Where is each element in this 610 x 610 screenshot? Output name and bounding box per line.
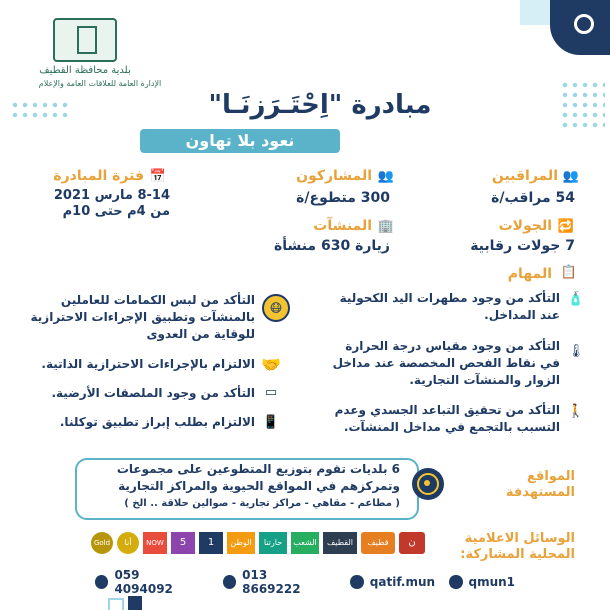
participants-icon: 👥 [377, 169, 395, 184]
mask-icon: 😷 [262, 294, 290, 322]
footer [95, 568, 516, 596]
period-label: فترة المبادرة [53, 168, 144, 184]
floor-sticker-icon: ▭ [264, 385, 278, 400]
phone-icon [223, 575, 236, 589]
task-tawakkalna: الالتزام بطلب إبراز تطبيق توكلنا. [59, 415, 255, 429]
page-title: مبادرة "اِحْتَـرَزنَـا" [208, 90, 432, 120]
corner-decoration-light [520, 0, 550, 25]
participants-label: المشاركون [296, 168, 372, 184]
org-name: بلدية محافظة القطيف [39, 65, 131, 76]
media-logo: حارتنا [259, 532, 287, 554]
task-self-precautions: الالتزام بالإجراءات الاحترازية الذاتية. [41, 357, 255, 371]
targets-line-3: ( مطاعم - مقاهي - مراكز تجارية - صوالين حلاقة .. الخ ) [124, 498, 400, 509]
dot-grid-right [560, 80, 605, 130]
mobile-phone[interactable]: 059 4094092 [114, 568, 173, 596]
media-logo: الوطن [227, 532, 255, 554]
handshake-icon: 🤝 [261, 355, 281, 374]
media-logo: قطيف [361, 532, 395, 554]
inspectors-value: 54 مراقب/ة [491, 190, 575, 206]
subtitle-banner: نعود بلا تهاون [140, 129, 340, 153]
whatsapp-icon [95, 575, 108, 589]
corner-decoration-bottom [128, 596, 142, 610]
participants-value: 300 متطوع/ة [296, 190, 390, 206]
media-label-2: المحلية المشاركة: [460, 547, 575, 562]
dot-grid-left [10, 100, 70, 120]
media-logo: الشعب [291, 532, 319, 554]
thermometer-icon: 🌡 [567, 344, 585, 359]
media-logo: أنا [117, 532, 139, 554]
targets-label-1: المواقع [526, 469, 575, 484]
media-logos [85, 530, 425, 556]
tours-value: 7 جولات رقابية [470, 238, 575, 254]
website-handle[interactable]: qatif.mun [369, 575, 436, 589]
corner-circle-icon [574, 14, 594, 34]
media-logo: القطيف [323, 532, 357, 554]
media-label-1: الوسائل الاعلامية [464, 531, 575, 546]
targets-label-2: المستهدفة [505, 485, 575, 500]
tasks-label: المهام [507, 266, 552, 282]
media-logo: Gold [91, 532, 113, 554]
target-icon [412, 468, 444, 500]
corner-decoration-bottom-light [108, 598, 124, 610]
landline-phone[interactable]: 013 8669222 [242, 568, 301, 596]
targets-line-2: وتمركزهم في المواقع الحيوية والمراكز التجارية [118, 479, 400, 493]
media-logo: ن [399, 532, 425, 554]
task-thermometer: التأكد من وجود مقياس درجة الحرارة في نقاط الفحص المخصصة عند مداخل الزوار والمنشآت التجارية. [332, 339, 560, 387]
calendar-icon: 📅 [149, 169, 167, 184]
hand-sanitizer-icon: 🧴 [567, 292, 585, 307]
social-icon [449, 575, 462, 589]
task-floor-stickers: التأكد من وجود الملصقات الأرضية. [51, 386, 255, 400]
dept-name: الإدارة العامة للعلاقات العامة والإعلام [38, 79, 162, 88]
media-logo: 5 [171, 532, 195, 554]
tasks-icon: 📋 [560, 265, 578, 280]
distancing-icon: 🚶 [567, 404, 585, 419]
task-distancing: التأكد من تحقيق التباعد الجسدي وعدم التسبب بالتجمع في مداخل المنشآت. [334, 403, 560, 434]
period-value-2: من 4م حتى 10م [62, 204, 170, 219]
social-handle[interactable]: qmun1 [468, 575, 516, 589]
task-masks: التأكد من لبس الكمامات للعاملين بالمنشآت وتطبيق الإجراءات الاحترازية للوقاية من العدوى [30, 293, 255, 341]
inspectors-label: المراقبين [491, 168, 558, 184]
targets-line-1: 6 بلديات تقوم بتوزيع المتطوعين على مجموعات [116, 462, 400, 476]
buildings-icon: 🏢 [377, 219, 395, 234]
phone-app-icon: 📱 [262, 415, 280, 430]
web-icon [350, 575, 363, 589]
municipality-logo [53, 18, 117, 62]
media-logo: NOW [143, 532, 167, 554]
tours-label: الجولات [498, 218, 552, 234]
media-logo: 1 [199, 532, 223, 554]
facilities-value: زيارة 630 منشأة [273, 238, 390, 254]
facilities-label: المنشآت [313, 218, 372, 234]
tours-icon: 🔁 [557, 219, 575, 234]
inspectors-icon: 👥 [562, 169, 580, 184]
task-sanitizer: التأكد من وجود مطهرات اليد الكحولية عند المداخل. [339, 291, 560, 322]
period-value-1: 8-14 مارس 2021 [53, 188, 170, 203]
